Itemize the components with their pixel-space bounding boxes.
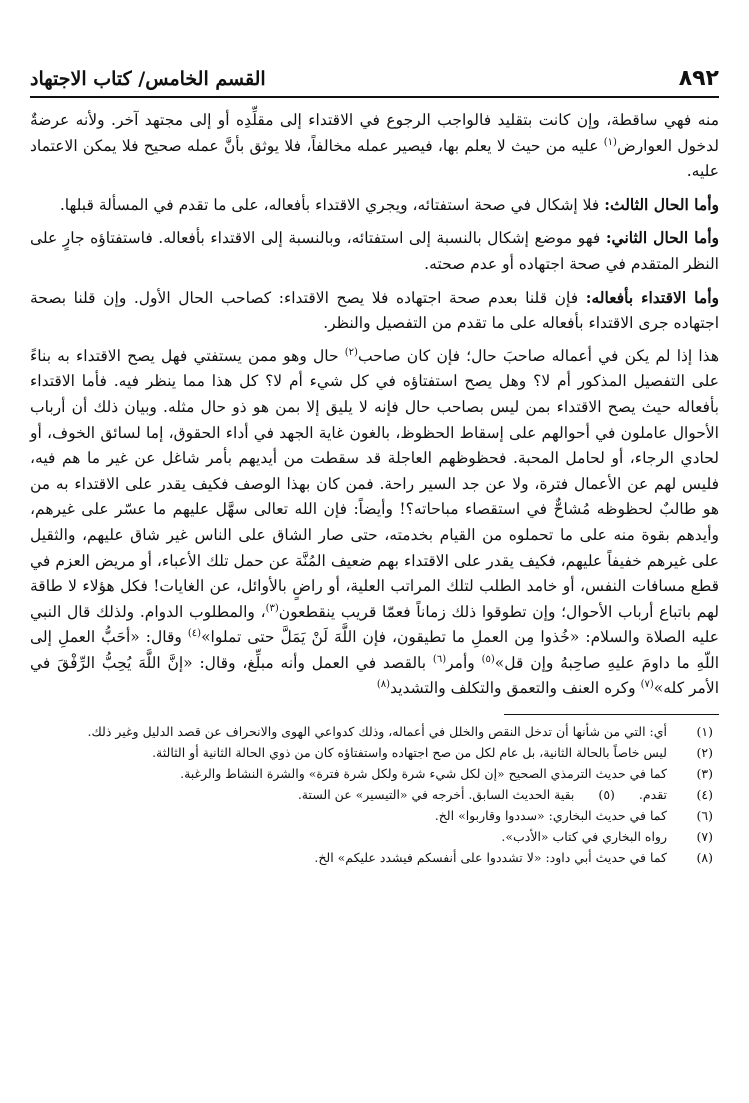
text-run: وقال: «أحَبُّ العملِ إلى اللّهِ ما داومَ عليهِ صاحِبهُ وإن قل»	[30, 628, 720, 672]
footnote-7	[30, 826, 719, 847]
footnotes	[30, 721, 719, 868]
paragraph-2	[30, 192, 719, 219]
header-rule	[30, 96, 719, 98]
footnote-ref[interactable]: (٨)	[376, 679, 391, 691]
text-run: ، والمطلوب الدوام. ولذلك قال النبي عليه الصلاة والسلام: «خُذوا مِن العملِ ما تطيقون، فإن اللَّهَ لَنْ يَمَلَّ حتى تملوا»	[30, 602, 719, 647]
text-run: هذا إذا لم يكن في أعماله صاحبَ حال؛ فإن كان صاحب	[357, 346, 719, 365]
footnote-text-4: تقدم.	[638, 787, 667, 803]
text-run: فهو موضع إشكال بالنسبة إلى استفتائه، وبالنسبة إلى الاقتداء بأفعاله. فاستفتاؤه جارٍ على النظر المتقدم في صحة اجتهاده أو عدم صحته.	[30, 229, 719, 273]
footnote-ref[interactable]: (٢)	[344, 346, 358, 358]
main-text	[30, 108, 719, 702]
paragraph-1	[30, 108, 719, 185]
footnote-ref[interactable]: (٤)	[187, 628, 202, 640]
text-run: وأمر	[446, 653, 482, 672]
footnote-text: كما في حديث الترمذي الصحيح «إن لكل شيء شرة ولكل شرة فترة» والشرة النشاط والرغبة.	[180, 766, 667, 782]
footnote-number: (٦)	[696, 808, 713, 824]
footnote-ref[interactable]: (٣)	[265, 602, 279, 614]
footnote-4-5	[30, 784, 719, 805]
footnote-number: (٢)	[696, 745, 713, 761]
footnote-text: ليس خاصاً بالحالة الثانية، بل عام لكل من صح اجتهاده واستفتاؤه كان من ذوي الحالة الثانية أو الثالثة.	[152, 745, 667, 761]
footnote-number: (٨)	[696, 850, 713, 866]
paragraph-3	[30, 225, 719, 277]
footnote-number-5: (٥)	[598, 787, 615, 803]
book-page	[30, 64, 719, 868]
footnote-6	[30, 805, 719, 826]
footnote-ref[interactable]: (١)	[603, 136, 617, 148]
section-lead: وأما الحال الثاني:	[605, 228, 719, 248]
footnote-number: (١)	[696, 724, 713, 740]
footnote-ref[interactable]: (٥)	[481, 653, 495, 665]
footnote-1	[30, 721, 719, 742]
text-run: فلا إشكال في صحة استفتائه، ويجري الاقتداء بأفعاله، على ما تقدم في المسألة قبلها.	[59, 195, 605, 214]
footnote-8	[30, 847, 719, 868]
footnote-text: كما في حديث أبي داود: «لا تشددوا على أنفسكم فيشدد عليكم» الخ.	[314, 850, 667, 866]
section-lead: وأما الاقتداء بأفعاله:	[585, 287, 719, 307]
section-lead: وأما الحال الثالث:	[604, 194, 719, 214]
text-run: حال وهو ممن يستفتي فهل يصح الاقتداء به بناءً على التفصيل المذكور أم لا؟ وهل يصح استفتاؤه في كل شيء أم لا؟ كل هذا مما ينظر فيه. فأما الاقتداء بأفعاله حيث يصح الاقتداء بمن ليس بصاحب حال فإنه لا يليق إلا بمن هو ذو حال مثله. وبيان ذلك أن أرباب الأحوال عاملون في أحوالهم على إسقاط الحظوظ، بالغون غاية الجهد في أداء الحقوق، إما لسائق الخوف، أو لحادي الرجاء، أو لحامل المحبة. فحظوظهم العاجلة قد سقطت من أيديهم بأمر شاغل عن غير ما هم فيه، فليس لهم عن الأعمال فترة، ولا عن جد السير راحة. فمن كان بهذا الوصف فكيف يقدر على الاقتداء به من هو طالبٌ لحظوظه مُشاحٌّ في استقصاء مباحاته؟! وأيضاً: فإن الله تعالى سهَّل عليهم ما عسّر على غيرهم، وأيدهم بقوة منه على ما تحملوه من القيام بخدمته، حتى صار الشاق على الناس غير شاق عليهم، والثقيل على غيرهم خفيفاً عليهم، فكيف يقدر على الاقتداء بهم ضعيف المُنَّة عن حمل تلك الأعباء، أو مريض العزم في قطع مسافات النفس، أو خامد الطلب لتلك المراتب العلية، أو راضٍ بالأوائل، عن الغايات! فكل هؤلاء لا طاقة لهم باتباع أرباب الأحوال؛ وإن تطوقوا ذلك زماناً فعمّا قريب ينقطعون	[30, 346, 719, 621]
text-run: منه فهي ساقطة، وإن كانت بتقليد فالواجب الرجوع في الاقتداء إلى مقلِّدِه أو إلى مجتهد آخر. ولأنه عرضةٌ لدخول العوارض	[30, 111, 719, 155]
footnote-ref[interactable]: (٦)	[432, 653, 447, 665]
running-title: القسم الخامس/ كتاب الاجتهاد	[30, 68, 266, 90]
footnote-number: (٣)	[696, 766, 713, 782]
running-header	[30, 64, 719, 94]
footnote-2	[30, 742, 719, 763]
text-run: وكره العنف والتعمق والتكلف والتشديد	[390, 679, 641, 698]
footnote-number: (٧)	[696, 829, 713, 845]
text-run: عليه من حيث لا يعلم بها، فيصير عمله مخالفاً، فلا يوثق بأنَّ عمله صحيح فلا يمكن الاعتماد عليه.	[30, 136, 719, 181]
text-run: بالقصد في العمل وأنه مبلِّغ، وقال: «إنَّ اللَّهَ يُحِبُّ الرِّفْقَ في الأمر كله»	[30, 653, 719, 698]
footnote-text-5: بقية الحديث السابق. أخرجه في «التيسير» عن الستة.	[297, 787, 575, 803]
footnote-3	[30, 763, 719, 784]
page-number: ٨٩٢	[678, 66, 719, 91]
footnote-text	[30, 784, 667, 805]
footnote-text: أي: التي من شأنها أن تدخل النقص والخلل في أعماله، وذلك كدواعي الهوى والانحراف عن قصد الدليل وغير ذلك.	[87, 724, 667, 740]
footnote-ref[interactable]: (٧)	[640, 679, 654, 691]
footnote-number: (٤)	[696, 787, 713, 803]
text-run: فإن قلنا بعدم صحة اجتهاده فلا يصح الاقتداء: كصاحب الحال الأول. وإن قلنا بصحة اجتهاده جرى الاقتداء بأفعاله على ما تقدم من التفصيل والنظر.	[30, 288, 719, 333]
footnote-text: كما في حديث البخاري: «سددوا وقاربوا» الخ.	[434, 808, 667, 824]
footnote-text: رواه البخاري في كتاب «الأدب».	[501, 829, 667, 845]
paragraph-4	[30, 285, 719, 337]
paragraph-5	[30, 344, 719, 702]
footnote-rule	[504, 714, 719, 715]
